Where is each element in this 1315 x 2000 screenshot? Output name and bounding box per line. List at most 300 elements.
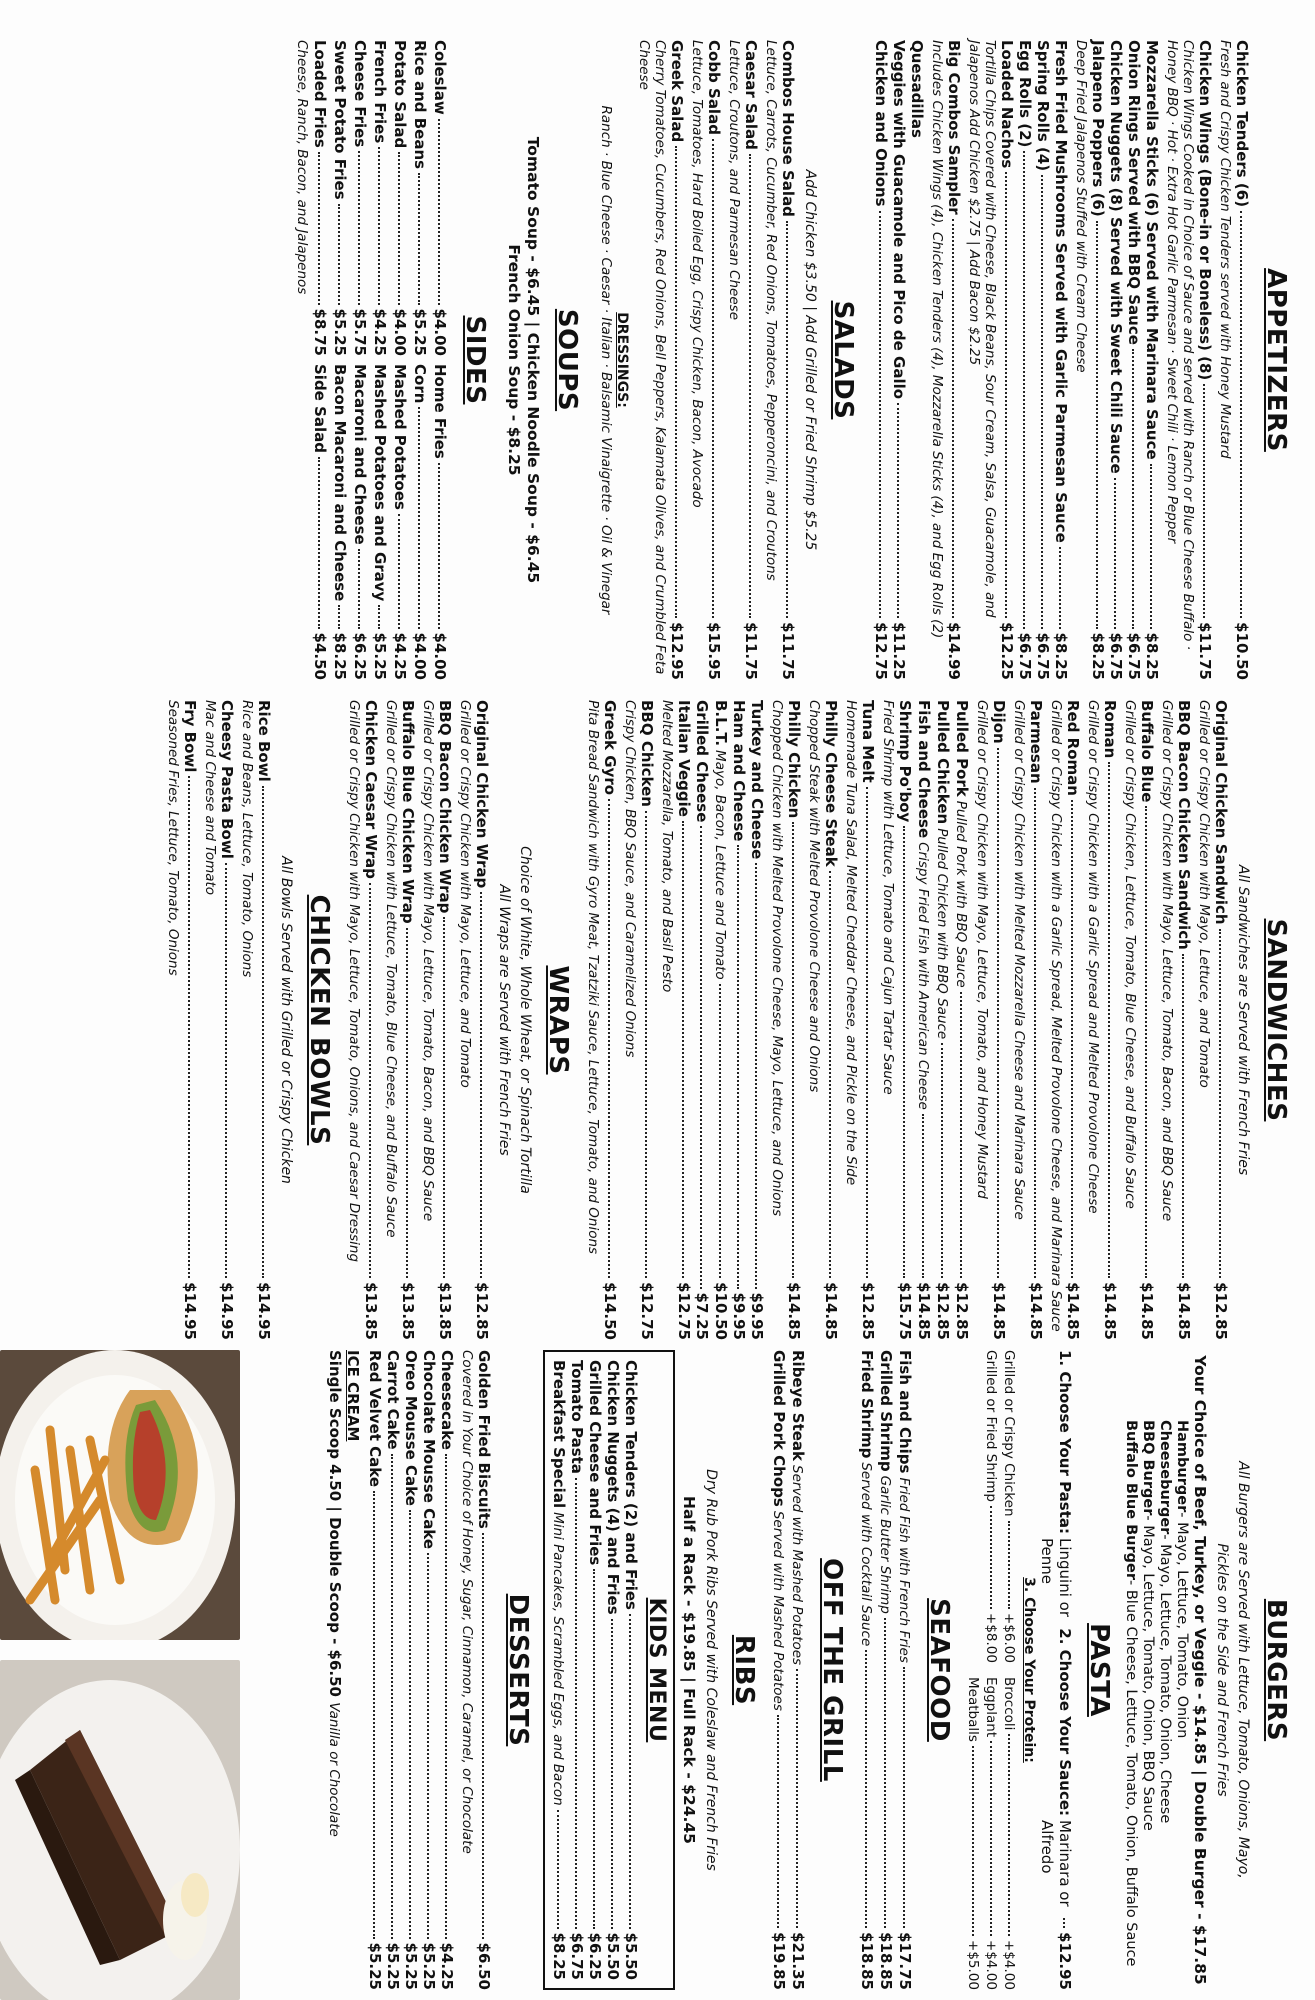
item-name: Original Chicken Wrap [473, 700, 491, 889]
item-price: $5.25 [331, 308, 349, 356]
seafood-item [857, 1350, 876, 1990]
sandwich-fries-photo [0, 1350, 240, 1640]
item-name: BBQ Bacon Chicken Wrap [436, 700, 454, 914]
item-price: $12.85 [1212, 1282, 1230, 1340]
item-name: Tuna Melt [859, 700, 877, 783]
dot-leader [480, 892, 482, 1278]
side-item [350, 364, 370, 680]
item-name: Bacon Macaroni and Cheese [331, 364, 349, 602]
kids-item [568, 1360, 586, 1980]
protein-name: Broccoli [1001, 1677, 1017, 1731]
dot-leader [378, 147, 380, 304]
sandwich-item [859, 700, 877, 1340]
protein-option [964, 1350, 982, 1663]
item-description: Homemade Tuna Salad, Melted Cheddar Cheese, and Pickle on the Side [843, 700, 859, 1186]
item-price: $12.75 [675, 1282, 693, 1340]
item-name: Caesar Salad [742, 40, 760, 150]
dot-leader [755, 863, 757, 1288]
dot-leader [418, 173, 420, 304]
item-price: $8.25 [1052, 632, 1070, 680]
burger-item [1173, 1420, 1190, 1990]
item-price: $15.95 [705, 622, 723, 680]
item-price: $4.25 [391, 632, 409, 680]
dot-leader [1219, 929, 1221, 1278]
dot-leader [575, 1478, 577, 1929]
dot-leader [373, 1491, 375, 1939]
side-item [390, 364, 410, 680]
item-name: Dijon [990, 700, 1008, 744]
sandwich-item [638, 700, 656, 1340]
item-description: Mini Pancakes, Scrambled Eggs, and Bacon [550, 1512, 566, 1806]
item-name: BBQ Burger [1140, 1420, 1156, 1516]
item-description: Melted Mozzarella, Tomato, and Basil Pesto [659, 700, 675, 993]
dot-leader [879, 211, 881, 618]
ribs-note: Dry Rub Pork Ribs Served with Coleslaw and French Fries [703, 1469, 719, 1871]
dot-leader [1108, 762, 1110, 1278]
dot-leader [1096, 221, 1098, 629]
dot-leader [1059, 547, 1061, 629]
item-name: Side Salad [311, 364, 329, 454]
pasta-title: PASTA [1084, 1623, 1114, 1717]
item-price: $12.25 [998, 622, 1016, 680]
item-name: Home Fries [431, 364, 449, 459]
sandwich-item [1212, 700, 1230, 1340]
item-name: Chicken Tenders (6) [1233, 40, 1251, 208]
item-name: Philly Chicken [785, 700, 803, 819]
item-price: $18.85 [877, 1932, 895, 1990]
ribs-title: RIBS [729, 1634, 759, 1706]
dot-leader [557, 1810, 559, 1929]
item-description: Includes Chicken Wings (4), Chicken Tenders (4), Mozzarella Sticks (4), and Egg Rolls (2) [929, 40, 945, 639]
item-description: Fried Shrimp with Lettuce, Tomato and Cajun Tartar Sauce [880, 700, 896, 1095]
dot-leader [1005, 172, 1007, 618]
ice-cream-line [326, 1350, 344, 1990]
item-name: Sweet Potato Fries [331, 40, 349, 200]
item-price: $14.85 [1027, 1282, 1045, 1340]
dot-leader [427, 1553, 429, 1938]
sides-grid [291, 40, 450, 680]
dot-leader [866, 787, 868, 1278]
item-price: $12.85 [859, 1282, 877, 1340]
item-description: Seasoned Fries, Lettuce, Tomato, Onions [165, 700, 181, 976]
appetizer-item [1052, 40, 1070, 680]
item-price: $9.95 [748, 1292, 766, 1340]
item-price: $17.75 [896, 1932, 914, 1990]
burgers-choice: Your Choice of Beef, Turkey, or Veggie - $14.85 | Double Burger - $17.85 [1191, 1355, 1209, 1985]
item-price: $9.95 [730, 1292, 748, 1340]
item-name: Cobb Salad [705, 40, 723, 135]
protein-price: +$4.00 [1001, 1940, 1017, 1990]
sandwich-item [1101, 700, 1119, 1340]
dot-leader [922, 1114, 924, 1278]
dessert-item [475, 1350, 493, 1990]
protein-option [1000, 1677, 1018, 1990]
item-price: $10.50 [712, 1282, 730, 1340]
item-name: Breakfast Special [550, 1360, 568, 1509]
item-name: Cheesy Pasta Bowl [218, 700, 236, 859]
burgers-note-2: Pickles on the Side and French Fries [1214, 1543, 1230, 1797]
dot-leader [712, 139, 714, 618]
dot-leader [777, 1715, 779, 1928]
dot-leader [593, 1569, 595, 1928]
item-price: $4.00 [431, 632, 449, 680]
soups-title: SOUPS [552, 308, 582, 412]
item-price: $19.85 [770, 1932, 788, 1990]
protein-name: Grilled or Fried Shrimp [983, 1350, 999, 1502]
pasta-step-1-options: Linguini or Penne [1038, 1538, 1074, 1618]
item-description: Pita Bread Sandwich with Gyro Meat, Tzatziki Sauce, Lettuce, Tomato, and Onions [585, 700, 601, 1255]
item-price: $14.50 [601, 1282, 619, 1340]
pasta-price: $12.95 [1056, 1932, 1074, 1990]
sandwiches-list [585, 700, 1230, 1340]
item-price: $12.95 [668, 622, 686, 680]
item-price: $13.85 [362, 1282, 380, 1340]
item-name: Mozzarella Sticks (6) Served with Marinara Sauce [1143, 40, 1161, 460]
item-name: Combos House Salad [779, 40, 797, 217]
item-description: Pulled Pork with BBQ Sauce [953, 800, 969, 988]
dot-leader [700, 826, 702, 1288]
item-price: $14.85 [915, 1282, 933, 1340]
protein-price: +$5.00 [965, 1940, 981, 1990]
dessert-item [402, 1350, 420, 1990]
item-description: Grilled or Crispy Chicken with a Garlic Spread and Melted Provolone Cheese [1085, 700, 1101, 1214]
item-price: $4.00 [411, 632, 429, 680]
item-price: $4.00 [391, 308, 409, 356]
dot-leader [611, 1619, 613, 1929]
burgers-title: BURGERS [1261, 1598, 1291, 1742]
dot-leader [318, 152, 320, 305]
dot-leader [608, 799, 610, 1278]
item-description: Lettuce, Tomatoes, Hard Boiled Egg, Crispy Chicken, Bacon, Avocado [689, 40, 705, 508]
sandwich-item [952, 700, 971, 1340]
cake-photo [0, 1660, 240, 2000]
item-description: Garlic Butter Shrimp [877, 1475, 893, 1614]
item-price: $12.75 [638, 1282, 656, 1340]
item-name: Pulled Pork [953, 700, 971, 797]
dot-leader [1114, 478, 1116, 629]
item-description: - Blue Cheese, Lettuce, Tomato, Onion, Buffalo Sauce [1123, 1580, 1139, 1967]
protein-option [982, 1350, 1000, 1663]
dot-leader [1203, 384, 1205, 618]
item-description: Chicken Wings Cooked in Choice of Sauce and served with Ranch or Blue Cheese Buffalo · Honey BBQ · Hot · Extra Hot Garlic Parmesan · Sweet Chili · Lemon Pepper [1164, 40, 1196, 650]
item-price: $11.75 [742, 622, 760, 680]
item-price: $14.95 [181, 1282, 199, 1340]
item-name: Grilled Cheese [693, 700, 711, 823]
item-price: $15.75 [896, 1282, 914, 1340]
dot-leader [445, 1454, 447, 1939]
item-description: Grilled or Crispy Chicken with Melted Mozzarella Cheese and Marinara Sauce [1011, 700, 1027, 1220]
item-price: $11.75 [1196, 622, 1214, 680]
sandwich-item [1027, 700, 1045, 1340]
dot-leader [391, 1454, 393, 1939]
soups-line-2: French Onion Soup - $8.25 [505, 244, 523, 476]
appetizer-item [1233, 40, 1251, 680]
item-price: $14.85 [822, 1282, 840, 1340]
item-name: Chicken Nuggets (8) Served with Sweet Chili Sauce [1107, 40, 1125, 474]
seafood-item [895, 1350, 914, 1990]
dessert-item [366, 1350, 384, 1990]
item-description: Grilled or Crispy Chicken with a Garlic Spread, Melted Provolone Cheese, and Marinara Sauce [1048, 700, 1064, 1332]
dot-leader [225, 863, 227, 1278]
protein-price: +$6.00 [1001, 1613, 1017, 1663]
item-price: $14.85 [990, 1282, 1008, 1340]
item-name: Ribeye Steak [789, 1350, 807, 1462]
item-name: Tomato Pasta [568, 1360, 586, 1474]
item-name: Shrimp Po'boy [896, 700, 914, 823]
item-price: $14.95 [255, 1282, 273, 1340]
soups-line-1: Tomato Soup - $6.45 | Chicken Noodle Soup - $6.45 [524, 136, 542, 584]
seafood-item [876, 1350, 895, 1990]
item-name: Golden Fried Biscuits [475, 1350, 493, 1529]
pasta-steps [1020, 1350, 1074, 1990]
item-price: $6.25 [351, 632, 369, 680]
grill-title: OFF THE GRILL [817, 1558, 847, 1782]
item-price: $21.35 [789, 1932, 807, 1990]
dot-leader [1240, 211, 1242, 618]
salad-item [779, 40, 797, 680]
item-name: BBQ Chicken [638, 700, 656, 807]
dot-leader [903, 1667, 905, 1928]
dot-leader [1132, 349, 1134, 629]
dessert-item [384, 1350, 402, 1990]
protein-name: Eggplant [983, 1677, 999, 1738]
item-name: Ham and Cheese [730, 700, 748, 842]
dot-leader [786, 221, 788, 618]
item-description: Served with Mashed Potatoes [789, 1465, 805, 1666]
dot-leader [792, 822, 794, 1278]
item-name: Chicken and Onions [872, 40, 890, 207]
dot-leader [262, 786, 264, 1278]
appetizer-item [1143, 40, 1161, 680]
bowls-list [165, 700, 273, 1340]
item-name: Parmesan [1027, 700, 1045, 784]
item-name: Carrot Cake [384, 1350, 402, 1450]
sandwich-item [601, 700, 619, 1340]
item-description: Grilled or Crispy Chicken with Mayo, Lettuce, Tomato, and Honey Mustard [974, 700, 990, 1199]
dot-leader [719, 984, 721, 1278]
salads-title: SALADS [828, 300, 858, 420]
sandwiches-note: All Sandwiches are Served with French Fries [1235, 864, 1251, 1176]
item-name: Egg Rolls (2) [1016, 40, 1034, 148]
appetizer-item [998, 40, 1016, 680]
pasta-step-3: 3. Choose Your Protein: [1021, 1577, 1037, 1763]
side-item [430, 40, 450, 356]
dot-leader [903, 826, 905, 1278]
item-price: $6.75 [1034, 632, 1052, 680]
appetizer-item [1107, 40, 1125, 680]
kids-item [586, 1360, 604, 1980]
item-description: Deep Fried Jalapenos Stuffed with Cream Cheese [1073, 40, 1089, 373]
kids-item [604, 1360, 622, 1980]
item-description: Fried Fish with French Fries [896, 1477, 912, 1663]
item-description: Served with Mashed Potatoes [770, 1510, 786, 1711]
item-name: Loaded Nachos [998, 40, 1016, 169]
item-description: - Mayo, Lettuce, Tomato, Onion, Cheese [1157, 1534, 1173, 1824]
item-price: $18.85 [858, 1932, 876, 1990]
ice-cream-title: ICE CREAM [344, 1350, 362, 1442]
kids-list [549, 1360, 640, 1980]
item-description: - Mayo, Lettuce, Tomato, Onion [1174, 1512, 1190, 1739]
dot-leader [865, 1650, 867, 1928]
dot-leader [369, 883, 371, 1278]
burgers-note-1: All Burgers are Served with Lettuce, Tomato, Onions, Mayo, [1235, 1461, 1251, 1879]
burger-item [1122, 1420, 1139, 1990]
item-name: Spring Rolls (4) [1034, 40, 1052, 172]
side-item [310, 364, 330, 680]
item-description: Grilled or Crispy Chicken with Mayo, Lettuce, and Tomato [1196, 700, 1212, 1088]
appetizer-item [1034, 40, 1052, 680]
dot-leader [443, 917, 445, 1278]
item-name: Chicken Nuggets (4) and Fries [604, 1360, 622, 1615]
item-description: Grilled or Crispy Chicken, Lettuce, Tomato, Blue Cheese, and Buffalo Sauce [1122, 700, 1138, 1209]
bowl-item [218, 700, 236, 1340]
side-item [350, 40, 370, 356]
sandwich-item [990, 700, 1008, 1340]
side-item [410, 40, 430, 356]
item-price: $5.25 [371, 632, 389, 680]
appetizer-item [945, 40, 963, 680]
appetizer-item [1125, 40, 1143, 680]
item-name: Chicken Tenders (2) and Fries [622, 1360, 640, 1610]
appetizer-item [1089, 40, 1107, 680]
dot-leader [960, 992, 962, 1278]
salads-list [636, 40, 797, 680]
seafood-list [857, 1350, 914, 1990]
item-name: Hamburger [1174, 1420, 1190, 1513]
dressings-title: DRESSINGS: [614, 312, 630, 408]
dot-leader [398, 514, 400, 629]
item-price: $5.25 [366, 1942, 384, 1990]
dot-leader [406, 928, 408, 1279]
wraps-list [346, 700, 491, 1340]
item-price: $5.25 [402, 1942, 420, 1990]
item-price: $12.75 [872, 622, 890, 680]
protein-option [982, 1677, 1000, 1990]
dot-leader [796, 1669, 798, 1928]
item-name: Buffalo Blue Chicken Wrap [399, 700, 417, 924]
item-price: $10.50 [1233, 622, 1251, 680]
pasta-step-1: 1. Choose Your Pasta: [1056, 1350, 1074, 1534]
chicken-bowls-title: CHICKEN BOWLS [304, 894, 334, 1146]
item-name: Cheese Fries [351, 40, 369, 148]
item-name: Original Chicken Sandwich [1212, 700, 1230, 925]
item-price: $5.25 [411, 308, 429, 356]
wraps-note-1: Choice of White, Whole Wheat, or Spinach Tortilla [517, 846, 533, 1194]
side-item [330, 364, 350, 680]
item-description: Crispy Chicken, BBQ Sauce, and Caramelized Onions [622, 700, 638, 1058]
appetizer-item [890, 40, 908, 680]
item-name: Red Velvet Cake [366, 1350, 384, 1488]
pasta-step-2: 2. Choose Your Sauce: [1056, 1628, 1074, 1817]
item-price: $5.25 [420, 1942, 438, 1990]
item-price: $6.75 [1107, 632, 1125, 680]
sandwich-item [1175, 700, 1193, 1340]
item-name: Fried Shrimp [858, 1350, 876, 1459]
item-name: Chicken Caesar Wrap [362, 700, 380, 879]
appetizers-list [872, 40, 1251, 680]
item-name: Fresh Fried Mushrooms Served with Garlic Parmesan Sauce [1052, 40, 1070, 543]
item-price: $5.50 [622, 1932, 640, 1980]
sandwich-item [914, 700, 933, 1340]
ribs-prices: Half a Rack - $19.85 | Full Rack - $24.45 [680, 1496, 698, 1844]
appetizer-item [872, 40, 890, 680]
item-name: BBQ Bacon Chicken Sandwich [1175, 700, 1193, 950]
dot-leader [952, 219, 954, 618]
item-price: $14.99 [945, 622, 963, 680]
appetizer-item [1196, 40, 1214, 680]
item-name: Greek Gyro [601, 700, 619, 796]
dot-leader [338, 605, 340, 628]
wraps-note-2: All Wraps are Served with French Fries [496, 884, 512, 1156]
cake-image [0, 1660, 240, 2000]
salad-item [705, 40, 723, 680]
protein-option [1000, 1350, 1018, 1663]
ice-cream-flavors: Vanilla or Chocolate [326, 1702, 342, 1837]
protein-option [964, 1677, 982, 1990]
item-name: B.L.T. [712, 700, 730, 747]
item-description: Crispy Fried Fish with American Cheese [915, 842, 931, 1110]
item-description: Mayo, Bacon, Lettuce and Tomato [712, 750, 728, 980]
dot-leader [884, 1618, 886, 1928]
sandwiches-title: SANDWICHES [1261, 918, 1291, 1122]
item-name: Rice and Beans [411, 40, 429, 170]
item-name: Mashed Potatoes and Gravy [371, 364, 389, 602]
salad-item [742, 40, 760, 680]
item-name: Veggies with Guacamole and Pico de Gallo [890, 40, 908, 400]
appetizers-title: APPETIZERS [1261, 268, 1291, 452]
column-left [0, 40, 1315, 680]
item-price: $6.75 [1016, 632, 1034, 680]
side-item [370, 364, 390, 680]
item-price: $8.25 [1143, 632, 1161, 680]
item-name: Chicken Wings (Bone-in or Boneless) (8) [1196, 40, 1214, 381]
sandwich-item [933, 700, 952, 1340]
grill-item [769, 1350, 788, 1990]
item-name: Quesadillas [908, 40, 926, 138]
dot-leader [398, 152, 400, 304]
item-description: Chopped Steak with Melted Provolone Cheese and Onions [806, 700, 822, 1093]
dot-leader [409, 1510, 411, 1939]
loaded-fries-description: Cheese, Ranch, Bacon, and Jalapenos [294, 40, 310, 295]
dot-leader [438, 119, 440, 305]
item-name: Coleslaw [431, 40, 449, 115]
item-description: Lettuce, Croutons, and Parmesan Cheese [726, 40, 742, 320]
item-price: $8.25 [1089, 632, 1107, 680]
item-name: Grilled Shrimp [877, 1350, 895, 1472]
dot-leader [990, 1741, 992, 1936]
appetizer-item [908, 40, 926, 680]
dot-leader [1041, 175, 1043, 628]
item-price: $14.85 [1101, 1282, 1119, 1340]
item-price: $12.85 [953, 1282, 971, 1340]
item-description: Rice and Beans, Lettuce, Tomato, Onions [239, 700, 255, 978]
sandwich-item [785, 700, 803, 1340]
sandwich-item [822, 700, 840, 1340]
dot-leader [318, 457, 320, 629]
item-name: Greek Salad [668, 40, 686, 143]
item-description: Pulled Chicken with BBQ Sauce [934, 828, 950, 1040]
item-description: Covered in Your Choice of Honey, Sugar, Cinnamon, Caramel, or Chocolate [459, 1350, 475, 1854]
item-description: Grilled or Crispy Chicken with Lettuce, Tomato, Blue Cheese, and Buffalo Sauce [383, 700, 399, 1238]
kids-item [549, 1360, 568, 1980]
item-name: Potato Salad [391, 40, 409, 149]
wrap-item [362, 700, 380, 1340]
item-price: $12.85 [934, 1282, 952, 1340]
wrap-item [436, 700, 454, 1340]
dressings-list: Ranch · Blue Cheese · Caesar · Italian · Balsamic Vinaigrette · Oil & Vinegar [598, 105, 614, 615]
item-price: $14.85 [1138, 1282, 1156, 1340]
kids-menu-box [543, 1350, 675, 1990]
